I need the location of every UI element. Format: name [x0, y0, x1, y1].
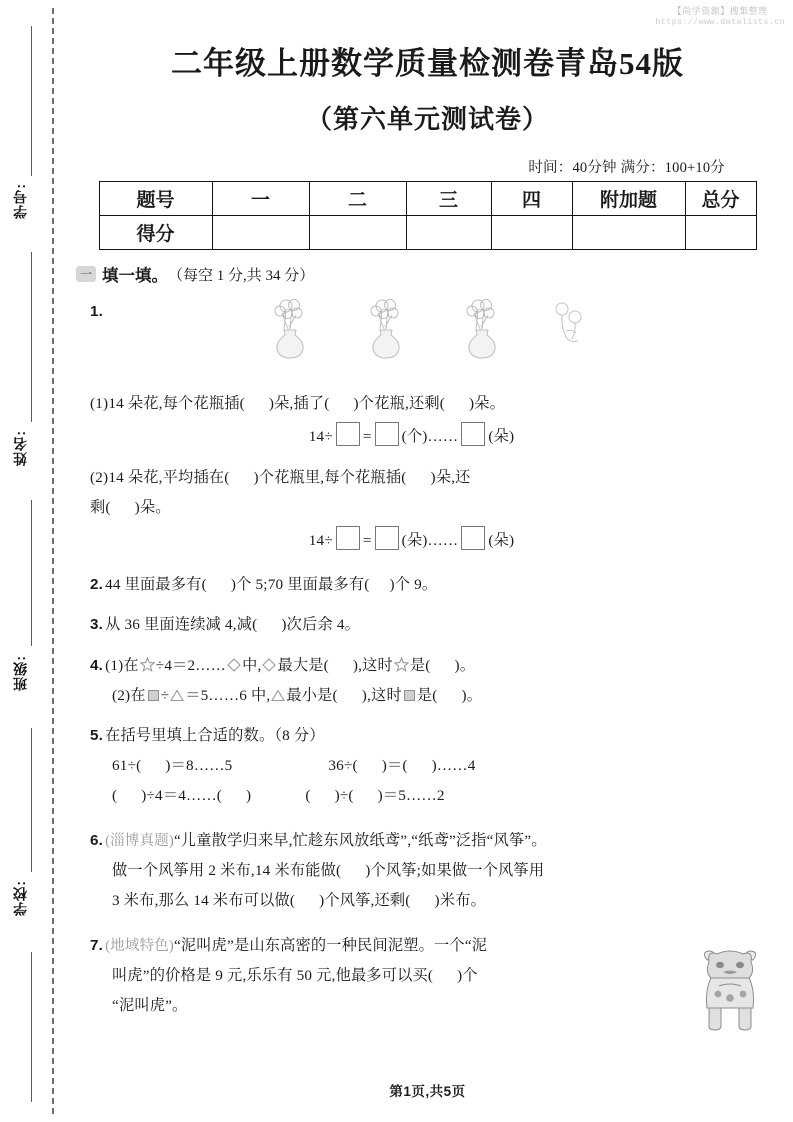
question-6 — [90, 826, 793, 915]
section-note: （每空 1 分,共 34 分） — [168, 267, 315, 284]
q5r2r-c: )＝5……2 — [377, 786, 445, 804]
q1p2-blank-2[interactable] — [406, 469, 430, 486]
score-table-col-bonus: 附加题 — [572, 182, 685, 216]
q5r2r-a: ( — [305, 786, 311, 804]
q1p2-d: 剩( — [90, 498, 111, 516]
question-7 — [90, 931, 793, 1020]
question-1-number: 1. — [90, 303, 104, 320]
exam-page — [62, 0, 793, 1122]
question-4-part-2 — [90, 681, 793, 711]
q1p2-e: )朵。 — [134, 498, 171, 516]
q5r2r-blank-2[interactable] — [354, 787, 378, 804]
sidebar-rule-5 — [31, 952, 32, 1102]
question-1-part-2-equation — [90, 526, 793, 556]
q1p2-blank-3[interactable] — [111, 499, 135, 516]
watermark-source: 【尚学资源】搜集整理 — [672, 6, 768, 16]
question-1-part-2-text-line2 — [90, 493, 793, 523]
q6-l3-b: )个风筝,还剩( — [319, 891, 411, 909]
q4p1-blank-1[interactable] — [329, 657, 353, 674]
q2-b: )个 5;70 里面最多有( — [230, 575, 370, 593]
clay-tiger-illustration — [697, 946, 763, 1036]
vase-with-flowers-icon-2 — [358, 289, 414, 359]
q6-blank-1[interactable] — [341, 862, 365, 879]
q5r1r-blank-1[interactable] — [358, 757, 382, 774]
question-2 — [90, 570, 793, 600]
q7-l2-b: )个 — [457, 966, 478, 984]
q1p2-eq-equals: = — [362, 532, 372, 550]
section-title: 填一填。 — [102, 266, 168, 285]
question-1-part-1-text — [90, 389, 793, 419]
question-4-number: 4. — [90, 657, 104, 675]
question-6-line-1 — [90, 826, 793, 856]
score-cell-total[interactable] — [685, 216, 756, 250]
sidebar-rule-4 — [31, 728, 32, 872]
q4p2-d: 最小是( — [286, 686, 338, 704]
q4p1-c: 中, — [242, 657, 262, 675]
score-table-col-4: 四 — [491, 182, 572, 216]
q6-l2-a: 做一个风筝用 2 米布,14 米布能做( — [112, 861, 342, 879]
q5r1r-c: )……4 — [431, 757, 476, 775]
q5r2r-b: )÷( — [334, 786, 354, 804]
q5r1l-b: )＝8……5 — [165, 757, 233, 775]
q4p1-e: ),这时 — [352, 657, 393, 675]
q4p2-blank-2[interactable] — [437, 687, 461, 704]
q4p2-label: (2) — [112, 686, 131, 704]
q4p2-e: ),这时 — [361, 686, 402, 704]
score-table-col-1: 一 — [212, 182, 309, 216]
q1p1-eq-equals: = — [362, 428, 372, 446]
q6-l3-c: )米布。 — [434, 891, 486, 909]
score-table-col-2: 二 — [309, 182, 406, 216]
vase-with-flowers-icon-3 — [454, 289, 510, 359]
section-header-1 — [76, 262, 793, 286]
star-icon — [140, 657, 155, 672]
q6-blank-2[interactable] — [295, 892, 319, 909]
q1p1-blank-2[interactable] — [330, 395, 354, 412]
question-1-part-2 — [90, 463, 793, 556]
flower-illustration — [262, 289, 793, 361]
score-table-row-label: 题号 — [99, 182, 212, 216]
q1p1-eq-unit2: (朵) — [488, 428, 515, 446]
q1p1-blank-3[interactable] — [445, 395, 469, 412]
question-6-line-2 — [90, 856, 793, 886]
q3-blank-1[interactable] — [257, 616, 281, 633]
q7-blank-1[interactable] — [433, 967, 457, 984]
q3-b: )次后余 4。 — [281, 616, 361, 634]
score-cell-3[interactable] — [406, 216, 491, 250]
q7-l2-a: 叫虎”的价格是 9 元,乐乐有 50 元,他最多可以买( — [112, 966, 434, 984]
q1p2-c: )朵,还 — [430, 468, 471, 486]
q5r1l-a: 61÷( — [112, 757, 142, 775]
score-cell-2[interactable] — [309, 216, 406, 250]
q4p1-d: 最大是( — [277, 657, 329, 675]
question-2-number: 2. — [90, 575, 104, 593]
score-cell-4[interactable] — [491, 216, 572, 250]
q1p1-c: )个花瓶,还剩( — [353, 394, 445, 412]
q1p2-blank-1[interactable] — [229, 469, 253, 486]
question-4-part-1 — [90, 651, 793, 681]
q5r1r-blank-2[interactable] — [408, 757, 432, 774]
question-5-number: 5. — [90, 727, 104, 745]
sidebar-label-class: 班级: — [12, 655, 28, 691]
score-table-col-3: 三 — [406, 182, 491, 216]
triangle-icon-1 — [170, 689, 184, 702]
sidebar-label-school: 学校: — [12, 880, 28, 916]
q1p2-a: 14 朵花,平均插在( — [108, 468, 230, 486]
question-3-number: 3. — [90, 616, 104, 634]
vase-with-flowers-icon-1 — [262, 289, 318, 359]
sidebar-rule-3 — [31, 500, 32, 646]
q1p1-a: 14 朵花,每个花瓶插( — [108, 394, 245, 412]
question-1-part-1-equation — [90, 422, 793, 452]
sidebar-label-student-id: 学号: — [12, 183, 28, 219]
q1p1-eq-unit1: (个)…… — [401, 428, 459, 446]
page-subtitle: （第六单元测试卷） — [305, 105, 549, 134]
q3-a: 从 36 里面连续减 4,减( — [105, 616, 258, 634]
sidebar-rule-1 — [31, 26, 32, 176]
q4p1-b: ÷4＝2…… — [155, 657, 227, 675]
question-5-stem — [90, 721, 793, 751]
q4p1-blank-2[interactable] — [431, 657, 455, 674]
q1p1-blank-1[interactable] — [245, 395, 269, 412]
table-row-header — [99, 182, 756, 216]
square-icon-2 — [403, 689, 416, 702]
question-7-line-3 — [90, 991, 793, 1021]
q5r2l-c: ) — [246, 786, 252, 804]
q5-stem-text: 在括号里填上合适的数。（8 分） — [105, 727, 325, 745]
q1p2-label: (2) — [90, 468, 109, 486]
binding-sidebar — [0, 0, 62, 1122]
question-5 — [90, 721, 793, 810]
q4p1-label: (1) — [105, 657, 124, 675]
q4p1-f: 是( — [409, 657, 431, 675]
score-table-col-total: 总分 — [685, 182, 756, 216]
q1p2-b: )个花瓶里,每个花瓶插( — [253, 468, 407, 486]
clay-tiger-icon — [697, 946, 763, 1036]
triangle-icon-2 — [271, 689, 285, 702]
question-5-row-2 — [90, 781, 793, 811]
dashed-fold-line — [52, 8, 54, 1114]
star-icon-2 — [394, 657, 409, 672]
q1p1-eq-lead: 14÷ — [308, 428, 333, 446]
q1p1-label: (1) — [90, 394, 109, 412]
square-icon-1 — [147, 689, 160, 702]
question-7-tag: (地域特色) — [105, 938, 174, 955]
q1p2-eq-unit2: (朵) — [488, 532, 515, 550]
q4p2-f: 是( — [416, 686, 438, 704]
question-6-number: 6. — [90, 832, 104, 850]
q1p1-b: )朵,插了( — [268, 394, 330, 412]
question-6-line-3 — [90, 886, 793, 916]
question-7-line-2 — [90, 961, 793, 991]
q5r2l-blank-1[interactable] — [117, 787, 141, 804]
q6-l1: “儿童散学归来早,忙趁东风放纸鸢”,“纸鸢”泛指“风筝”。 — [173, 832, 547, 850]
q4p2-blank-1[interactable] — [338, 687, 362, 704]
sidebar-label-name: 姓名: — [12, 430, 28, 466]
q1p1-answer-box-1[interactable] — [336, 422, 360, 446]
q4p1-a: 在 — [123, 657, 139, 675]
score-cell-1[interactable] — [212, 216, 309, 250]
q2-c: )个 9。 — [389, 575, 438, 593]
q4p1-g: )。 — [454, 657, 476, 675]
q1p1-answer-box-3[interactable] — [461, 422, 485, 446]
q5r1r-a: 36÷( — [328, 757, 358, 775]
q4p2-a: 在 — [130, 686, 146, 704]
q4p2-g: )。 — [461, 686, 483, 704]
page-title: 二年级上册数学质量检测卷青岛54版 — [171, 46, 684, 81]
question-7-number: 7. — [90, 937, 104, 955]
q1p2-answer-box-1[interactable] — [336, 526, 360, 550]
q7-l3: “泥叫虎”。 — [112, 996, 188, 1014]
q7-l1: “泥叫虎”是山东高密的一种民间泥塑。一个“泥 — [173, 937, 488, 955]
score-table-row-label-score: 得分 — [99, 216, 212, 250]
q1p1-d: )朵。 — [468, 394, 506, 412]
question-3 — [90, 610, 793, 640]
q4p2-c: ＝5……6 中, — [185, 686, 271, 704]
question-1-part-1 — [90, 389, 793, 452]
q5r1l-blank[interactable] — [141, 757, 165, 774]
q1p2-eq-lead: 14÷ — [308, 532, 333, 550]
q2-a: 44 里面最多有( — [105, 575, 207, 593]
q5r2l-b: )÷4＝4……( — [141, 786, 223, 804]
score-table — [99, 181, 757, 250]
q2-blank-2[interactable] — [369, 576, 389, 593]
q6-blank-3[interactable] — [411, 892, 435, 909]
score-cell-bonus[interactable] — [572, 216, 685, 250]
sidebar-rule-2 — [31, 252, 32, 422]
q6-l2-b: )个风筝;如果做一个风筝用 — [365, 861, 545, 879]
q5r2r-blank-1[interactable] — [311, 787, 335, 804]
question-6-tag: (淄博真题) — [105, 833, 174, 850]
watermark-url: https://www.datalists.cn — [655, 17, 785, 28]
q1p2-answer-box-3[interactable] — [461, 526, 485, 550]
q2-blank-1[interactable] — [207, 576, 231, 593]
section-badge: 一 — [76, 266, 96, 282]
q5r1r-b: )＝( — [381, 757, 408, 775]
q1p2-eq-unit1: (朵)…… — [401, 532, 459, 550]
table-row-score — [99, 216, 756, 250]
question-4 — [90, 651, 793, 710]
diamond-icon-1 — [227, 658, 241, 672]
q5r2l-blank-2[interactable] — [222, 787, 246, 804]
page-footer: 第1页,共5页 — [389, 1084, 466, 1099]
question-1-part-2-text-line1 — [90, 463, 793, 493]
loose-flowers-icon — [548, 297, 598, 357]
q6-l3-a: 3 米布,那么 14 米布可以做( — [112, 891, 296, 909]
q1p2-answer-box-2[interactable] — [375, 526, 399, 550]
q1p1-answer-box-2[interactable] — [375, 422, 399, 446]
exam-meta: 时间：40分钟 满分：100+10分 — [528, 160, 725, 176]
question-5-row-1 — [90, 751, 793, 781]
question-7-line-1 — [90, 931, 793, 961]
q5r2l-a: ( — [112, 786, 118, 804]
diamond-icon-2 — [262, 658, 276, 672]
q4p2-b: ÷ — [160, 686, 170, 704]
